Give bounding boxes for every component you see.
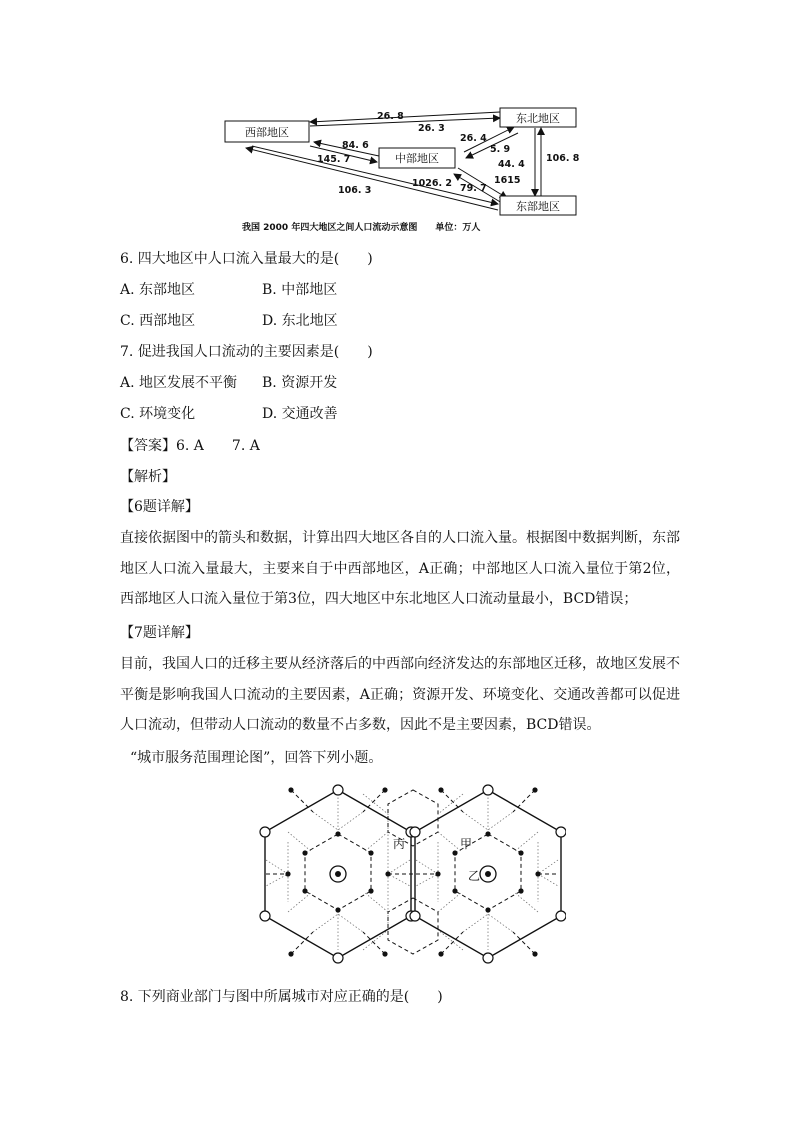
flow-arrow-ne-west xyxy=(310,112,500,122)
next-questions-intro: “城市服务范围理论图”，回答下列小题。 xyxy=(130,750,383,766)
q6-stem: 6. 四大地区中人口流入量最大的是( ) xyxy=(120,251,373,267)
q7-option-d[interactable]: D. 交通改善 xyxy=(262,406,338,422)
flow-value-central-ne: 26. 4 xyxy=(460,133,487,144)
flow-value-ne-east: 44. 4 xyxy=(498,159,525,170)
hex-figure-svg xyxy=(258,782,566,972)
q6-options-row-1 xyxy=(120,280,404,300)
q6-detail-paragraph: 直接依据图中的箭头和数据，计算出四大地区各自的人口流入量。根据图中数据判断，东部地区人口流入量最大，主要来自于中西部地区，A正确；中部地区人口流入量位于第2位，西部地区人口流入量位于第3位，四大地区中东北地区人口流动量最小，BCD错误； xyxy=(120,530,680,607)
answer-line: 【答案】6. A 7. A xyxy=(120,438,260,454)
population-flow-diagram xyxy=(222,100,584,235)
q7-option-b[interactable]: B. 资源开发 xyxy=(262,375,338,391)
q6-option-c[interactable]: C. 西部地区 xyxy=(120,313,196,329)
region-west-label: 西部地区 xyxy=(245,126,289,139)
label-bing: 丙 xyxy=(393,837,406,851)
flow-value-east-ne: 106. 8 xyxy=(546,153,580,164)
flow-value-ne-central: 5. 9 xyxy=(490,144,511,155)
central-city-right-icon xyxy=(480,866,496,882)
q7-stem: 7. 促进我国人口流动的主要因素是( ) xyxy=(120,344,373,360)
region-east-label: 东部地区 xyxy=(516,200,560,213)
flow-diagram-svg xyxy=(222,100,584,235)
region-central-label: 中部地区 xyxy=(395,152,439,165)
q6-option-d[interactable]: D. 东北地区 xyxy=(262,313,338,329)
q8-stem: 8. 下列商业部门与图中所属城市对应正确的是( ) xyxy=(120,989,443,1005)
region-northeast-label: 东北地区 xyxy=(516,112,560,125)
flow-diagram-caption: 我国 2000 年四大地区之间人口流动示意图 单位：万人 xyxy=(242,223,481,233)
city-service-range-figure xyxy=(258,782,566,972)
flow-value-central-east: 1615 xyxy=(494,175,521,186)
flow-value-west-central: 145. 7 xyxy=(317,154,351,165)
label-yi: 乙 xyxy=(468,869,481,883)
q7-option-a[interactable]: A. 地区发展不平衡 xyxy=(120,375,238,391)
q6-option-b[interactable]: B. 中部地区 xyxy=(262,282,338,298)
q7-options-row-1 xyxy=(120,373,404,393)
q6-detail-heading: 【6题详解】 xyxy=(120,499,199,515)
q7-detail-paragraph: 目前，我国人口的迁移主要从经济落后的中西部向经济发达的东部地区迁移，故地区发展不平衡是影响我国人口流动的主要因素，A正确；资源开发、环境变化、交通改善都可以促进人口流动，但带动人口流动的数量不占多数，因此不是主要因素，BCD错误。 xyxy=(120,656,680,733)
q6-options-row-2 xyxy=(120,311,404,331)
flow-value-west-ne: 26. 3 xyxy=(418,123,445,134)
q7-option-c[interactable]: C. 环境变化 xyxy=(120,406,196,422)
flow-value-west-east: 1026. 2 xyxy=(412,178,452,189)
q7-options-row-2 xyxy=(120,404,404,424)
flow-value-east-west: 106. 3 xyxy=(338,185,372,196)
analysis-heading: 【解析】 xyxy=(120,469,176,485)
q7-detail-heading: 【7题详解】 xyxy=(120,625,199,641)
flow-value-east-central: 79. 7 xyxy=(460,183,487,194)
flow-arrow-east-west xyxy=(246,148,498,210)
label-jia: 甲 xyxy=(460,837,473,851)
flow-value-central-west: 84. 6 xyxy=(342,140,369,151)
flow-value-ne-west: 26. 8 xyxy=(377,111,404,122)
flow-arrow-west-ne xyxy=(310,118,500,126)
q6-option-a[interactable]: A. 东部地区 xyxy=(120,282,196,298)
central-city-left-icon xyxy=(330,866,346,882)
